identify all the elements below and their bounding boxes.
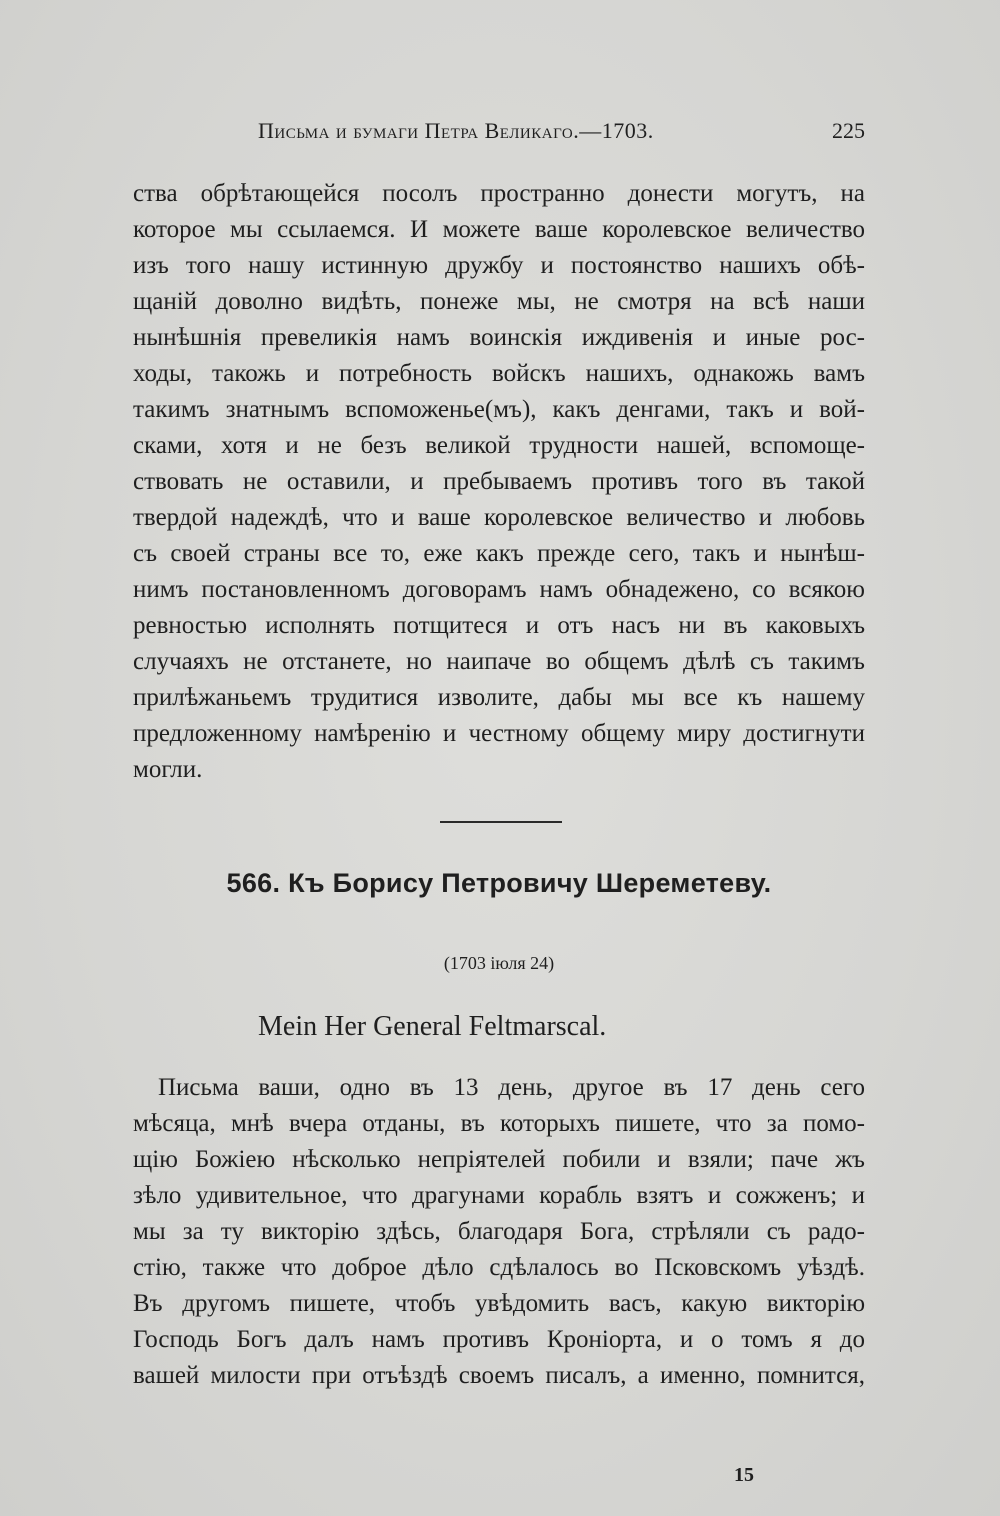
running-head	[133, 118, 865, 152]
text-line: такимъ знатнымъ вспоможенье(мъ), какъ денгами, такъ и вой-	[133, 396, 865, 423]
text-line: прилѣжаньемъ трудитися изволите, дабы мы все къ нашему	[133, 684, 865, 711]
text-line: могли.	[133, 756, 203, 783]
text-line: Господь Богъ далъ намъ противъ Кроніорта, и о томъ я до	[133, 1326, 865, 1353]
text-line: мѣсяца, мнѣ вчера отданы, въ которыхъ пишете, что за помо-	[133, 1110, 865, 1137]
running-title: Письма и бумаги Петра Великаго.—1703.	[258, 118, 654, 143]
text-line: ствовать не оставили, и пребываемъ противъ того въ такой	[133, 468, 865, 495]
signature-mark: 15	[734, 1464, 754, 1486]
text-line: съ своей страны все то, еже какъ прежде сего, такъ и нынѣш-	[133, 540, 865, 567]
text-line: мы за ту викторію здѣсь, благодаря Бога, стрѣляли съ радо-	[133, 1218, 865, 1245]
text-line: сками, хотя и не безъ великой трудности нашей, вспомоще-	[133, 432, 865, 459]
text-line: Письма ваши, одно въ 13 день, другое въ 17 день сего	[158, 1074, 865, 1101]
text-line: изъ того нашу истинную дружбу и постоянство нашихъ обѣ-	[133, 252, 865, 279]
text-line: щію Божіею нѣсколько непріятелей побили и взяли; паче жъ	[133, 1146, 865, 1173]
letter-salutation: Mein Her General Feltmarscal.	[258, 1011, 607, 1042]
letter-text	[133, 1070, 865, 1394]
previous-letter-text	[133, 176, 865, 788]
text-line: твердой надеждѣ, что и ваше королевское величество и любовь	[133, 504, 865, 531]
text-line: щаній доволно видѣть, понеже мы, не смотря на всѣ наши	[133, 288, 865, 315]
text-line: ства обрѣтающейся посолъ пространно донести могутъ, на	[133, 180, 865, 207]
text-line: ходы, такожь и потребность войскъ нашихъ, однакожь вамъ	[133, 360, 865, 387]
text-line: нынѣшнія превеликія намъ воинскія иждивенія и иные рос-	[133, 324, 865, 351]
text-line: которое мы ссылаемся. И можете ваше королевское величество	[133, 216, 865, 243]
text-line: зѣло удивительное, что драгунами корабль взятъ и сожженъ; и	[133, 1182, 865, 1209]
text-line: вашей милости при отъѣздѣ своемъ писалъ, а именно, помнится,	[133, 1362, 865, 1389]
text-line: предложенному намѣренію и честному общему миру достигнути	[133, 720, 865, 747]
text-line: ревностью исполнять потщитеся и отъ насъ ни въ каковыхъ	[133, 612, 865, 639]
section-divider	[440, 821, 562, 823]
page-number: 225	[832, 118, 865, 143]
text-line: Въ другомъ пишете, чтобъ увѣдомить васъ, какую викторію	[133, 1290, 865, 1317]
text-line: нимъ постановленномъ договорамъ намъ обнадежено, со всякою	[133, 576, 865, 603]
letter-heading: 566. Къ Борису Петровичу Шереметеву.	[226, 868, 772, 898]
text-line: стію, также что доброе дѣло сдѣлалось во Псковскомъ уѣздѣ.	[133, 1254, 865, 1281]
letter-date: (1703 іюля 24)	[443, 953, 555, 973]
text-line: случаяхъ не отстанете, но наипаче во общемъ дѣлѣ съ такимъ	[133, 648, 865, 675]
